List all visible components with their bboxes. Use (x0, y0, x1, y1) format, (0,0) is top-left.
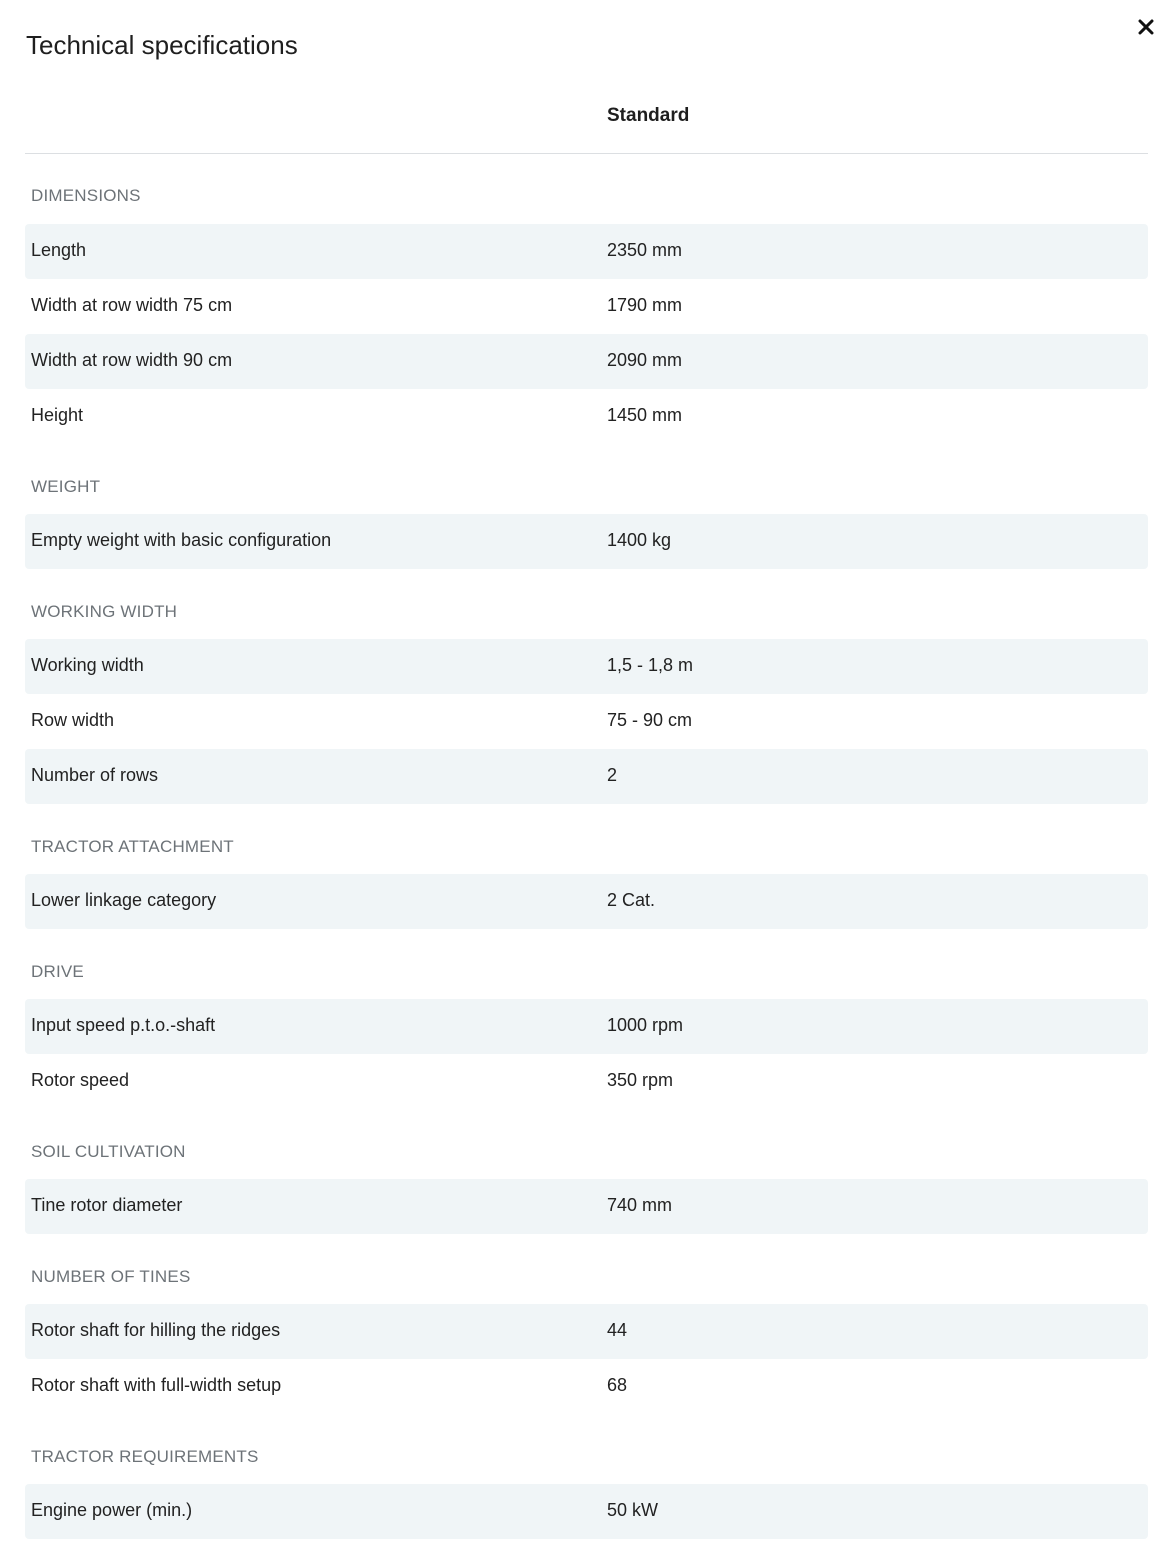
table-header (25, 95, 1148, 154)
spec-section (25, 444, 1148, 569)
spec-value: 2090 mm (607, 350, 683, 370)
spec-label: Rotor speed (31, 1070, 130, 1090)
section-title: WEIGHT (31, 477, 101, 496)
table-row (25, 224, 1148, 279)
section-title: DIMENSIONS (31, 186, 141, 205)
spec-value: 1,5 - 1,8 m (607, 655, 694, 675)
table-row (25, 334, 1148, 389)
table-row (25, 749, 1148, 804)
spec-section (25, 154, 1148, 444)
section-title: WORKING WIDTH (31, 602, 178, 621)
table-row (25, 999, 1148, 1054)
spec-value: 44 (607, 1320, 628, 1340)
spec-value: 350 rpm (607, 1070, 674, 1090)
spec-label: Height (31, 405, 84, 425)
spec-value: 68 (607, 1375, 628, 1395)
table-row (25, 874, 1148, 929)
spec-label: Width at row width 75 cm (31, 295, 233, 315)
spec-section (25, 929, 1148, 1109)
table-row (25, 389, 1148, 444)
spec-label: Number of rows (31, 765, 159, 785)
spec-label: Row width (31, 710, 115, 730)
table-row (25, 1179, 1148, 1234)
table-row (25, 1359, 1148, 1414)
spec-value: 1450 mm (607, 405, 683, 425)
spec-section (25, 569, 1148, 804)
section-title: DRIVE (31, 962, 84, 981)
section-title: SOIL CULTIVATION (31, 1142, 186, 1161)
spec-value: 1790 mm (607, 295, 683, 315)
spec-section (25, 1234, 1148, 1414)
spec-section (25, 1109, 1148, 1234)
spec-label: Length (31, 240, 87, 260)
spec-value: 1400 kg (607, 530, 672, 550)
table-row (25, 1484, 1148, 1539)
table-row (25, 279, 1148, 334)
spec-value: 75 - 90 cm (607, 710, 693, 730)
table-row (25, 694, 1148, 749)
spec-label: Rotor shaft with full-width setup (31, 1375, 282, 1395)
dialog-title: Technical specifications (26, 30, 298, 60)
spec-label: Lower linkage category (31, 890, 217, 910)
close-icon (1131, 12, 1161, 42)
spec-label: Input speed p.t.o.-shaft (31, 1015, 216, 1035)
spec-label: Engine power (min.) (31, 1500, 193, 1520)
spec-label: Working width (31, 655, 144, 675)
spec-section (25, 1414, 1148, 1539)
spec-label: Width at row width 90 cm (31, 350, 233, 370)
table-row (25, 1304, 1148, 1359)
table-row (25, 639, 1148, 694)
section-title: TRACTOR ATTACHMENT (31, 837, 234, 856)
section-title: NUMBER OF TINES (31, 1267, 191, 1286)
table-row (25, 514, 1148, 569)
spec-label: Empty weight with basic configuration (31, 530, 332, 550)
spec-value: 1000 rpm (607, 1015, 684, 1035)
specs-table (25, 154, 1148, 1539)
spec-value: 2350 mm (607, 240, 683, 260)
spec-section (25, 804, 1148, 929)
spec-value: 2 (607, 765, 618, 785)
spec-value: 50 kW (607, 1500, 659, 1520)
spec-value: 740 mm (607, 1195, 673, 1215)
table-row (25, 1054, 1148, 1109)
spec-label: Tine rotor diameter (31, 1195, 183, 1215)
spec-value: 2 Cat. (607, 890, 656, 910)
column-header-standard: Standard (607, 105, 690, 126)
close-button[interactable] (1131, 12, 1161, 42)
section-title: TRACTOR REQUIREMENTS (31, 1447, 259, 1466)
spec-label: Rotor shaft for hilling the ridges (31, 1320, 281, 1340)
